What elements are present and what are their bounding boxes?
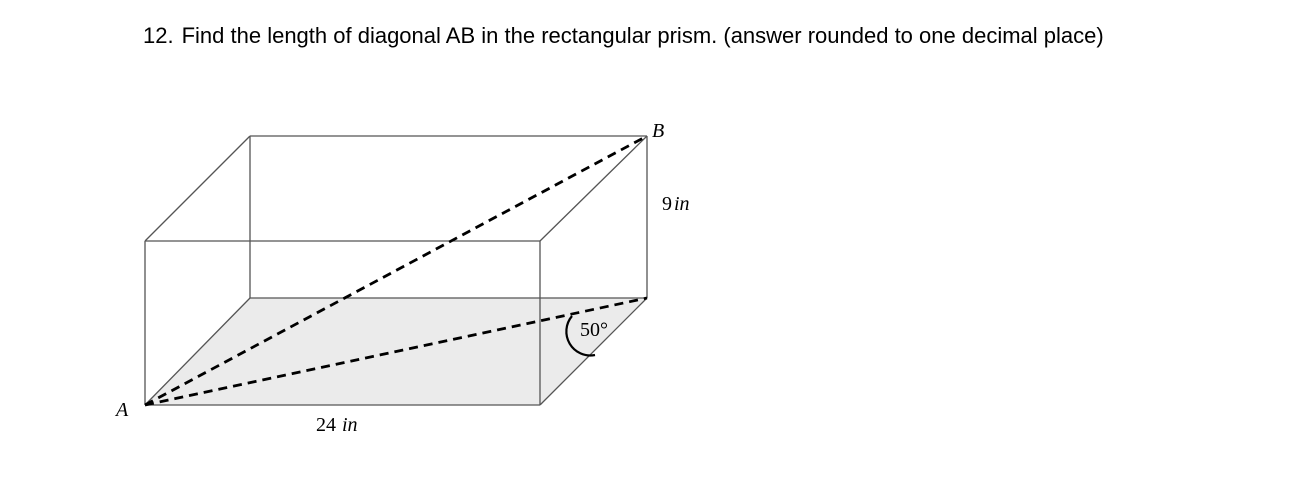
length-label (316, 414, 358, 436)
angle-label: 50° (580, 319, 608, 341)
length-unit: in (342, 414, 358, 436)
question-text: Find the length of diagonal AB in the rectangular prism. (answer rounded to one decimal place) (181, 23, 1104, 48)
vertex-a-label: A (116, 399, 129, 421)
height-unit: in (674, 193, 690, 215)
height-value: 9 (662, 193, 672, 215)
question-number: 12. (143, 23, 174, 48)
edge-top-right-depth (540, 136, 647, 241)
height-label (662, 193, 690, 215)
vertex-b-label: B (652, 120, 665, 142)
length-value: 24 (316, 414, 336, 436)
edge-top-left-depth (145, 136, 250, 241)
